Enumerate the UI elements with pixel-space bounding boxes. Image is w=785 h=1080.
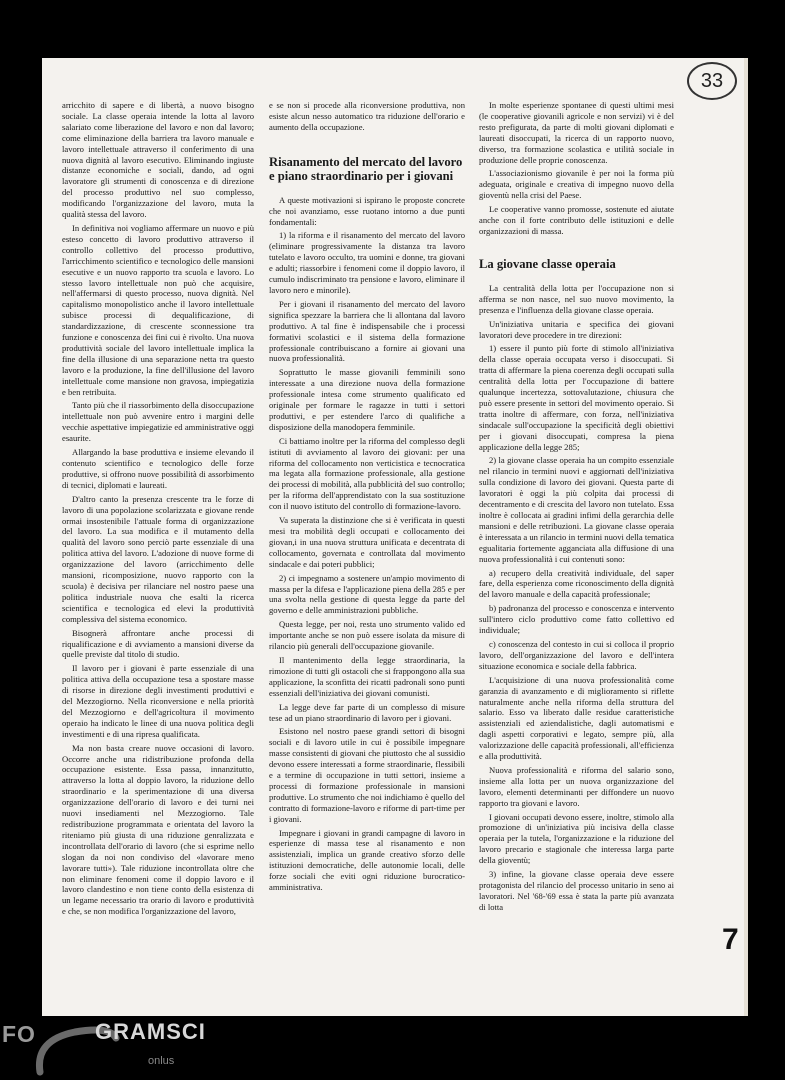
col2-paragraph: Ci battiamo inoltre per la riforma del complesso degli istituti di avviamento al lavoro dei giovani: per una riforma del collocamento non verticistica e tecnocratica ma legata alla formazione professionale, alla gestione dei processi di mobilità, alla pubblicità del suo controllo; per la riforma dell'apprendistato con la sua sostituzione con il nuovo istituto del controllo di formazione-lavoro. (269, 435, 465, 512)
col2-paragraph: 2) ci impegnamo a sostenere un'ampio movimento di massa per la difesa e l'applicazione piena della 285 e per una svolta nella gestione di questa legge da parte del governo e delle amministrazioni pubbliche. (269, 572, 465, 616)
col3-paragraph: I giovani occupati devono essere, inoltre, stimolo alla promozione di un'iniziativa più incisiva della classe operaia per la tutela, l'organizzazione e la riduzione del lavoro precario e stagionale che interessa larga parte della gioventù; (479, 811, 674, 866)
col1-paragraph: Allargando la base produttiva e insieme elevando il contenuto scientifico e tecnologico delle forze produttive, si offrono nuove possibilità di assorbimento di tecnici, diplomati e laureati. (62, 447, 254, 490)
col2-paragraph: 1) la riforma e il risanamento del mercato del lavoro (eliminare progressivamente la distanza tra lavoro tutelato e lavoro occulto, tra uomini e donne, tra giovani e adulti; riassorbire i fenomeni come il doppio lavoro, il cumulo indiscriminato tra pensione e lavoro, eliminare il lavoro nero e minorile). (269, 230, 465, 295)
section-heading-risanamento: Risanamento del mercato del lavoro e piano straordinario per i giovani (269, 154, 463, 183)
col3-paragraph: La centralità della lotta per l'occupazione non si afferma se non nasce, nel suo nuovo movimento, la presenza e l'influenza della giovane classe operaia. (479, 282, 674, 315)
col2-paragraph: Il mantenimento della legge straordinaria, la rimozione di tutti gli ostacoli che si frappongono alla sua applicazione, la sconfitta dei ricatti padronali sono punti essenziali dell'iniziativa dei giovani comunisti. (269, 654, 465, 698)
footer-logo-brand: GRAMSCI (95, 1019, 206, 1044)
col1-paragraph: D'altro canto la presenza crescente tra le forze di lavoro di una popolazione scolarizzata e giovane rende ormai insostenibile l'attuale forma di organizzazione del lavoro. La sua modifica e il mutamento della qualità del lavoro sono perciò parte essenziale di una politica attiva del lavoro. L'adozione di nuove forme di organizzazione del lavoro (arricchimento delle mansioni, ricomposizione, nuovo rapporto con la scuola) è decisiva per rilanciare nel nostro paese una politica industriale nuova che esalti la ricerca scientifica e tecnologica ed elevi la produttività complessiva del sistema economico. (62, 493, 254, 624)
col2-intro: e se non si procede alla riconversione produttiva, non esiste alcun nesso automatico tra riduzione dell'orario e aumento della occupazione. (269, 100, 465, 132)
col2-paragraph: Va superata la distinzione che si è verificata in questi mesi tra mobilità degli occupati e collocamento dei giovan,i in una nuova struttura unificata e decentrata di collocamento, governata e controllata dal movimento sindacale e dai poteri pubblici; (269, 515, 465, 569)
col2-paragraph: La legge deve far parte di un complesso di misure tese ad un piano straordinario di lavoro per i giovani. (269, 701, 465, 723)
col3-paragraph: 1) essere il punto più forte di stimolo all'iniziativa della classe operaia occupata verso i disoccupati. Si tratta di affermare la piena coerenza degli occupati sulla centralità della lotta per l'occupazione di battere qualunque incertezza, sottovalutazione, chiusura che può essere presente in settori del movimento operaio. Si tratta inoltre di affermare, con forza, nell'iniziativa sindacale sull'occupazione la specificità degli obiettivi per i giovani disoccupati, compresa la piena applicazione della legge 285; (479, 343, 674, 452)
col1-paragraph: Tanto più che il riassorbimento della disoccupazione intellettuale non può avvenire entro i margini delle vecchie aspettative impiegatizie ed amministrative oggi esaurite. (62, 400, 254, 444)
footer-logo-suffix: onlus (148, 1055, 175, 1067)
section-heading-giovane-classe-operaia: La giovane classe operaia (479, 256, 616, 271)
column-1 (62, 100, 254, 990)
col2-paragraph: Per i giovani il risanamento del mercato del lavoro significa spezzare la barriera che li allontana dal lavoro produttivo. A tal fine è indispensabile che i processi formativi scolastici e il sistema della formazione professionale contribuiscano a fornire ai giovani una nuova professionalità. (269, 298, 465, 364)
col1-paragraph: Bisognerà affrontare anche processi di riqualificazione e di avviamento a mansioni diverse da quelle previste dal titolo di studio. (62, 627, 254, 660)
col3-paragraph: Le cooperative vanno promosse, sostenute ed aiutate anche con il forte contributo delle istituzioni e delle organizzazioni di massa. (479, 204, 674, 236)
col3-paragraph: L'acquisizione di una nuova professionalità come garanzia di avanzamento e di miglioramento si riflette naturalmente anche nella riforma della struttura del salario. Esso va liberato dalle residue caratteristiche assistenziali ed aziendalistiche, dagli automatismi e dagli aspetti corporativi e legato, sempre più, alla valorizzazione delle capacità professionali, all'efficienza e alla produttività. (479, 674, 674, 762)
col1-paragraph: Ma non basta creare nuove occasioni di lavoro. Occorre anche una ridistribuzione profonda della occupazione esistente. Essa passa, innanzitutto, attraverso la lotta al doppio lavoro, la riduzione dello straordinario e la sperimentazione di una diversa organizzazione dell'orario di lavoro e dei turni nei nuovi insediamenti nel Mezzogiorno. Tale redistribuzione programmata e orientata del lavoro la riteniamo più giusta di una riduzione genralizzata e incontrollata dell'orario di lavoro (che si esprime nello slogan da noi non condiviso del «lavorare meno lavorare tutti»). Tale riduzione incontrollata oltre che non eliminare fenomeni come il doppio lavoro e il lavoro clandestino e non tiene conto della esistenza di un legame necessario tra orario di lavoro e produttività e che, se non modifica l'organizzazione del lavoro, (62, 742, 254, 917)
column-3 (479, 100, 674, 990)
footer-logo-prefix: FO (2, 1021, 36, 1047)
col2-paragraph: Impegnare i giovani in grandi campagne di lavoro in esperienze di massa tese al risanamento e non assistenziali, implica un grande creativo sforzo delle istituzioni democratiche, delle autonomie locali, delle forze sociali che eviti ogni riduzione burocratico-amministrativa. (269, 827, 465, 893)
col2-paragraph: Soprattutto le masse giovanili femminili sono interessate a una direzione nuova della formazione professionale intesa come strumento qualificato ed originale per formare le ragazze in tutti i settori produttivi, e per estendere l'arco di qualifiche a disposizione della manodopera femminile. (269, 367, 465, 432)
col1-paragraph: arricchito di sapere e di libertà, a nuovo bisogno sociale. La classe operaia intende la lotta al lavoro salariato come liberazione del lavoro e non dal lavoro; come eliminazione della barriera tra lavoro manuale e lavoro intellettuale attraverso il conferimento di una nuova dignità al lavoro esecutivo. Eliminando ingiuste distanze economiche e sociali, dando, ad ogni lavoratore gli strumenti di conoscenza e di direzione del processo produttivo nel suo complesso, modificando l'organizzazione del lavoro, muta la qualità stessa del lavoro. (62, 100, 254, 220)
col2-paragraph: Questa legge, per noi, resta uno strumento valido ed importante anche se non può essere isolata da misure di rilancio più generali dell'occupazione giovanile. (269, 619, 465, 652)
document-page (42, 58, 744, 1016)
col3-paragraph: c) conoscenza del contesto in cui si colloca il proprio lavoro, dell'organizzazione del lavoro e dell'intera situazione economica e sociale della fabbrica. (479, 638, 674, 671)
page-number: 7 (722, 923, 739, 956)
col3-paragraph: a) recupero della creatività individuale, del saper fare, della esperienza come riconoscimento della dignità del lavoro manuale e della capacità professionale; (479, 567, 674, 600)
col2-paragraph: A queste motivazioni si ispirano le proposte concrete che noi avanziamo, esse ruotano intorno a due punti fondamentali: (269, 194, 465, 227)
col3-paragraph: 2) la giovane classe operaia ha un compito essenziale nel rilancio in termini nuovi e aggiornati dell'iniziativa sulla condizione di lavoro dei giovani. Questa parte di lavoratori è oggi la più colpita dai processi di decentramento e di crescita del lavoro non tutelato. Essa inoltre è collocata ai gradini infimi della gerarchia delle mansioni e delle retribuzioni. La giovane classe operaia è interessata a un rilancio in termini nuovi della tematica egualitaria fortemente agganciata alla diffusione di una nuova professionalità i cui contenuti sono: (479, 455, 674, 564)
col3-paragraph: b) padronanza del processo e conoscenza e intervento sull'intero ciclo produttivo come fatto collettivo ed individuale; (479, 603, 674, 636)
col1-paragraph: Il lavoro per i giovani è parte essenziale di una politica attiva della occupazione tesa a spostare masse di risorse in direzione degli investimenti produttivi e del Mezzogiorno. Nella riconversione e nella priorità del Mezzogiorno e dell'agricoltura il movimento operaio ha indicato le linee di una nuova politica degli investimenti e di una ripresa qualificata. (62, 663, 254, 739)
col3-paragraph: In molte esperienze spontanee di questi ultimi mesi (le cooperative giovanili agricole e non servizi) vi è del resto prefigurata, da parte di molti giovani diplomati e laureati disoccupati, la ricerca di un rapporto nuovo, diverso, tra formazione scolastica e utilità sociale in produzione delle proprie conoscenza. (479, 100, 674, 165)
col3-paragraph: Nuova professionalità e riforma del salario sono, insieme alla lotta per un nuova organizzazione del lavoro, elementi determinanti per diffondere un nuovo rapporto tra giovani e lavoro. (479, 764, 674, 808)
col3-paragraph: L'associazionismo giovanile è per noi la forma più adeguata, originale e creativa di impegno nuovo della gioventù nella crisi del Paese. (479, 168, 674, 201)
col1-paragraph: In definitiva noi vogliamo affermare un nuovo e più esteso concetto di lavoro produttivo attraverso il controllo collettivo del processo produttivo, l'arricchimento scientifico e tecnologico delle mansioni esecutive e un nuovo rapporto tra scuola e lavoro. Lo stesso lavoro intellettuale non può che acquisire, nell'affermarsi di questo processo, nuova dignità. Nel capitalismo monopolistico anche il lavoro intellettuale subisce processi di dequalificazione, di standardizzazione, di crescente sconnessione tra funzione e conoscenza dei fini cui è rivolto. Una nuova produttività sociale del lavoro intellettuale implica la fine della illusione di una separazione netta tra questo lavoro e la produzione, la fine dell'illusione del lavoro intellettuale come mansione non gravosa, impiegatizia e ben retribuita. (62, 222, 254, 397)
col3-paragraph: Un'iniziativa unitaria e specifica dei giovani lavoratori deve procedere in tre direzioni: (479, 318, 674, 340)
col3-paragraph: 3) infine, la giovane classe operaia deve essere protagonista del rilancio del processo unitario in seno ai lavoratori. Nel '68-'69 essa è stata la parte più avanzata di lotta (479, 869, 674, 912)
handwritten-page-number: 33 (687, 62, 737, 100)
column-2 (269, 100, 465, 990)
col2-paragraph: Esistono nel nostro paese grandi settori di bisogni sociali e di lavoro utile in cui è possibile impegnare masse consistenti di giovani che piuttosto che al sussidio devono essere interessati a forme straordinarie, flessibili e a termine di occupazione in tutti settori, insieme a processi di formazione professionale in mansioni produttive. Lo strumento che noi indichiamo è quello del contratto di formazione-lavoro e riforme di part-time per i giovani. (269, 726, 465, 824)
page-edge (744, 58, 748, 1016)
